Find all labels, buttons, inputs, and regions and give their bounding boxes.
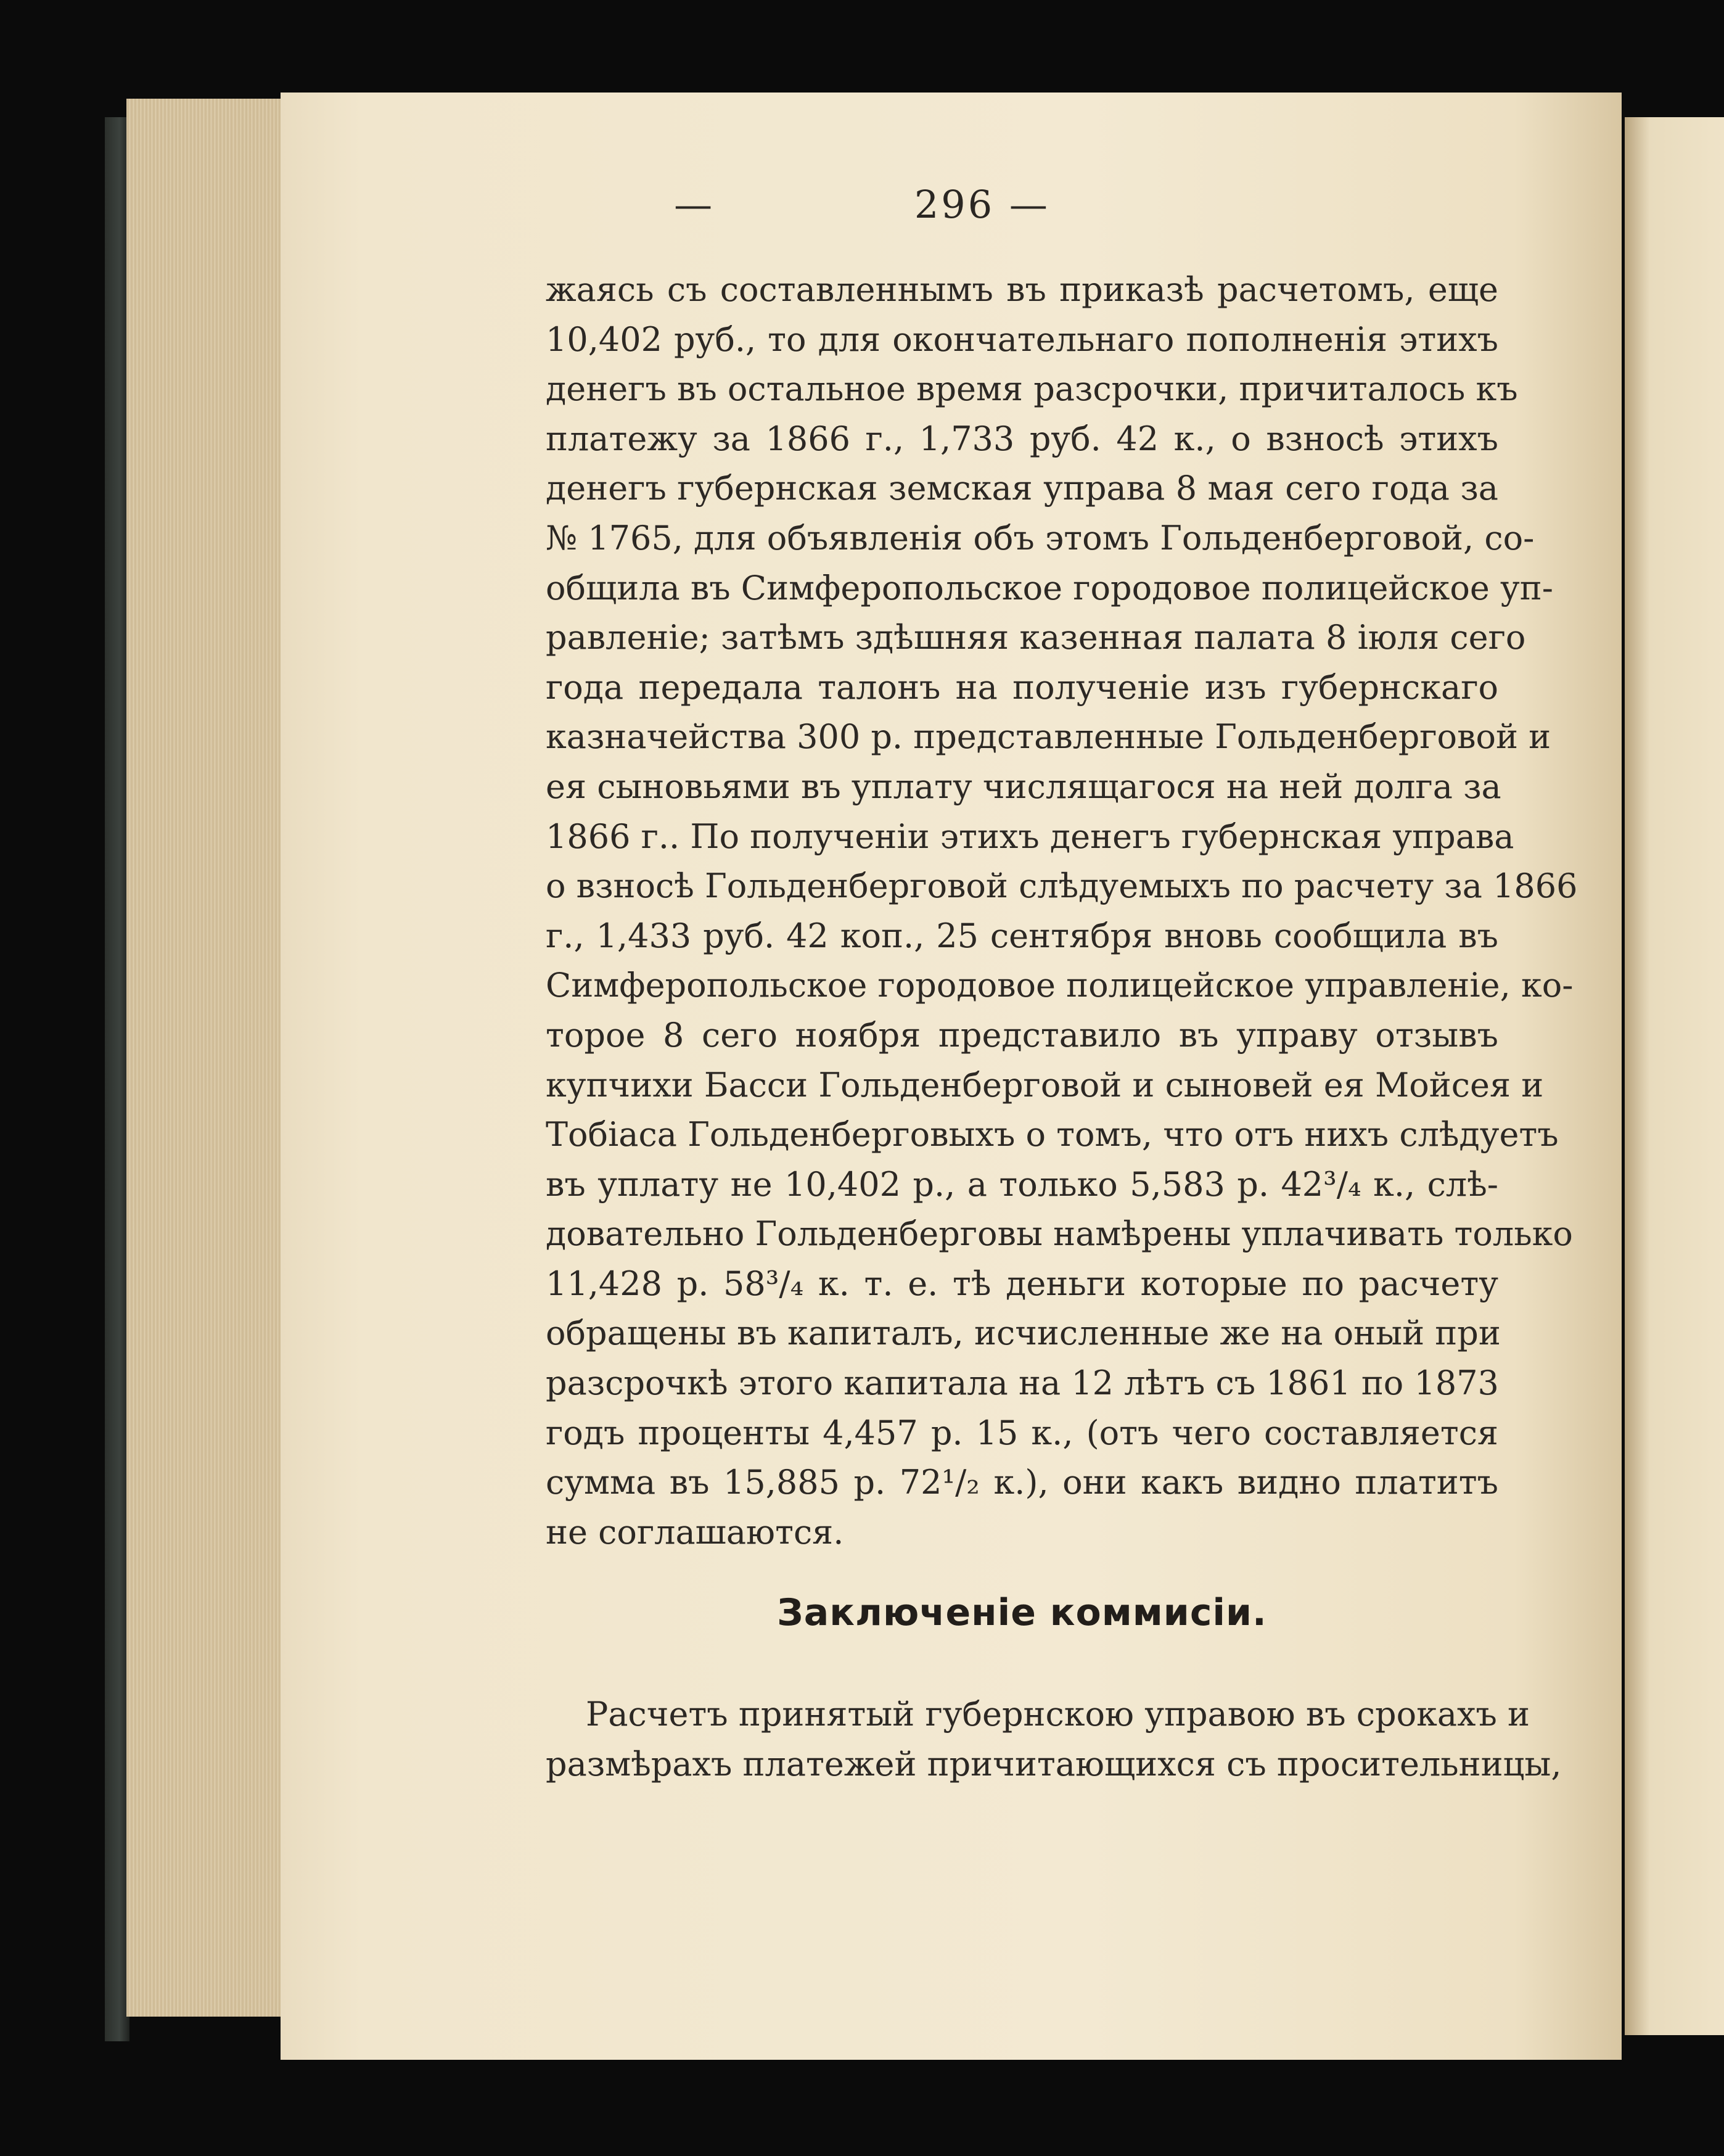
text-line: г., 1,433 руб. 42 коп., 25 сентября вновь сообщила въ	[546, 916, 1498, 955]
text-line: жаясь съ составленнымъ въ приказѣ расчетомъ, еще	[546, 270, 1498, 309]
section-heading: Заключеніе коммисіи.	[777, 1591, 1267, 1634]
text-line: 11,428 р. 58³/₄ к. т. е. тѣ деньги которые по расчету	[546, 1264, 1498, 1303]
facing-page-edge	[1625, 117, 1724, 2035]
text-line: Тобіаса Гольденберговыхъ о томъ, что отъ нихъ слѣдуетъ	[546, 1115, 1559, 1154]
text-line: ея сыновьями въ уплату числящагося на ней долга за	[546, 767, 1501, 806]
text-line: 1866 г.. По полученіи этихъ денегъ губернская управа	[546, 817, 1514, 856]
text-line: торое 8 сего ноября представило въ управу отзывъ	[546, 1015, 1498, 1055]
text-line: въ уплату не 10,402 р., а только 5,583 р. 42³/₄ к., слѣ-	[546, 1164, 1498, 1204]
final-paragraph	[546, 1690, 1562, 1789]
text-line: денегъ губернская земская управа 8 мая сего года за	[546, 469, 1498, 508]
book-cover-edge	[105, 117, 129, 2041]
text-line: Симферопольское городовое полицейское управленіе, ко-	[546, 966, 1574, 1005]
text-line: года передала талонъ на полученіе изъ губернскаго	[546, 667, 1498, 707]
text-line: купчихи Басси Гольденберговой и сыновей ея Мойсея и	[546, 1065, 1544, 1105]
text-line: казначейства 300 р. представленные Гольденберговой и	[546, 717, 1551, 757]
body-text	[546, 265, 1578, 1557]
text-line: платежу за 1866 г., 1,733 руб. 42 к., о взносѣ этихъ	[546, 419, 1498, 458]
text-line: о взносѣ Гольденберговой слѣдуемыхъ по расчету за 1866	[546, 866, 1578, 906]
text-line: общила въ Симферопольское городовое полицейское уп-	[546, 568, 1554, 607]
text-line: равленіе; затѣмъ здѣшняя казенная палата 8 іюля сего	[546, 618, 1526, 657]
text-line: не соглашаются.	[546, 1512, 844, 1552]
page-stack-edges	[126, 99, 287, 2017]
text-line: Расчетъ принятый губернскою управою въ срокахъ и	[586, 1695, 1530, 1734]
text-line: 10,402 руб., то для окончательнаго пополненія этихъ	[546, 319, 1498, 359]
text-line: № 1765, для объявленія объ этомъ Гольденберговой, со-	[546, 518, 1535, 558]
page-number: — 296 —	[674, 182, 1050, 227]
text-line: денегъ въ остальное время разсрочки, причиталось къ	[546, 369, 1518, 409]
text-line: обращены въ капиталъ, исчисленные же на оный при	[546, 1314, 1501, 1353]
text-line: размѣрахъ платежей причитающихся съ просительницы,	[546, 1744, 1562, 1784]
text-line: довательно Гольденберговы намѣрены уплачивать только	[546, 1214, 1573, 1254]
text-line: годъ проценты 4,457 р. 15 к., (отъ чего составляется	[546, 1413, 1498, 1452]
text-line: сумма въ 15,885 р. 72¹/₂ к.), они какъ видно платитъ	[546, 1463, 1498, 1502]
text-line: разсрочкѣ этого капитала на 12 лѣтъ съ 1861 по 1873	[546, 1364, 1499, 1403]
